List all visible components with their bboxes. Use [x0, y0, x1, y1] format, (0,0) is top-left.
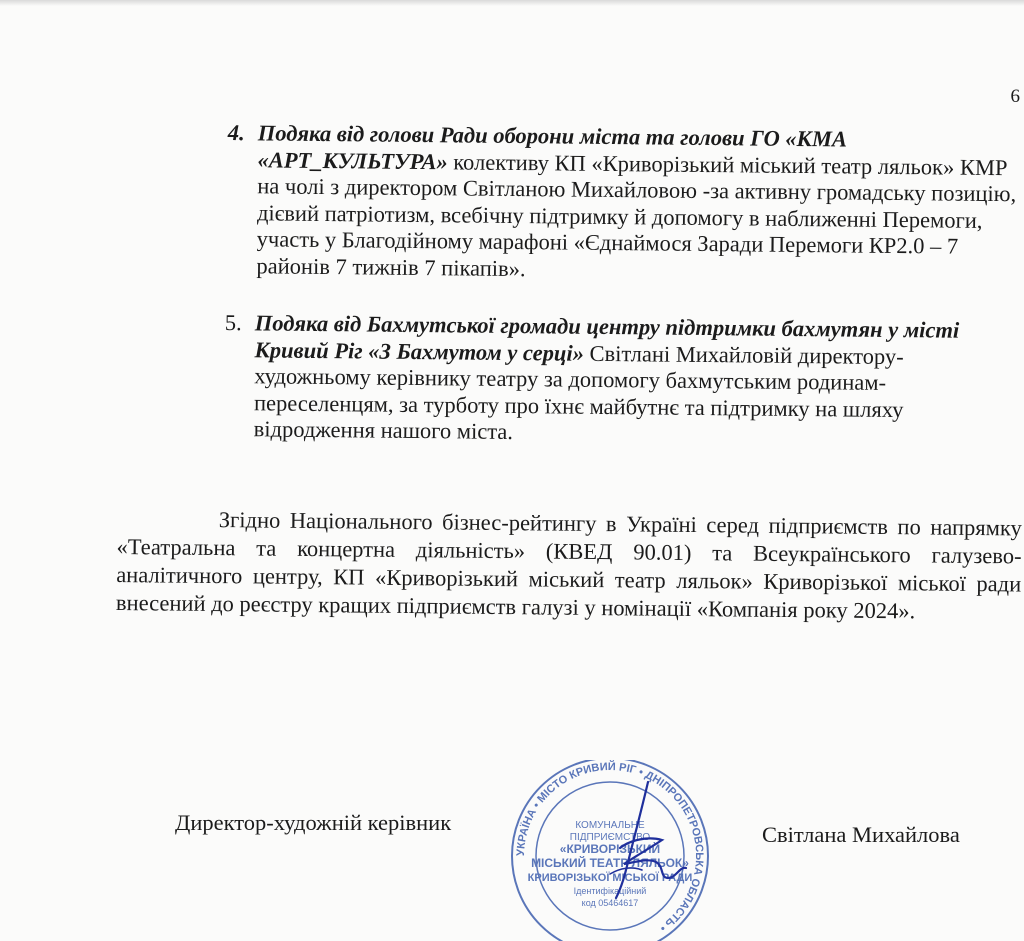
scan-edge [0, 0, 1024, 6]
list-item-4 [226, 120, 1023, 287]
stamp-line: Ідентифікаційний [573, 886, 647, 896]
stamp-line: «КРИВОРІЗЬКИЙ [559, 842, 661, 856]
handwritten-signature [590, 778, 700, 908]
director-title: Директор-художній керівник [175, 810, 452, 835]
item-number: 4. [227, 120, 245, 146]
page-number: 6 [1010, 86, 1020, 107]
signature-block [0, 760, 1024, 941]
stamp-line: КРИВОРІЗЬКОЇ МІСЬКОЇ РАДИ [527, 872, 693, 884]
stamp-line: код 05464617 [581, 898, 639, 908]
item-number: 5. [224, 310, 242, 336]
director-name: Світлана Михайлова [762, 822, 960, 847]
item-body [254, 310, 1015, 450]
rating-paragraph: Згідно Національного бізнес-рейтингу в Україні серед підприємств по напрямку «Театральна та концертна діяльність» (КВЕД 90.01) та Всеукраїнського галузево-аналітичного центру, КП «Криворізький міський театр ляльок» Криворізької міської ради внесений до реєстру кращих підприємств галузі у номінації «Компанія року 2024». [115, 507, 1022, 624]
list-item-5 [224, 310, 1015, 451]
stamp-line: КОМУНАЛЬНЕ [575, 820, 645, 831]
stamp-line: МІСЬКИЙ ТЕАТР ЛЯЛЬОК» [531, 856, 689, 870]
stamp-outer-text: УКРАЇНА • МІСТО КРИВИЙ РІГ • ДНІПРОПЕТРОВСЬКА ОБЛАСТЬ • [514, 760, 706, 934]
item-title: Подяка від Бахмутської громади центру підтримки бахмутян у місті Кривий Ріг «З Бахмутом у серці» [254, 310, 960, 366]
stamp-line: ПІДПРИЄМСТВО [569, 832, 651, 843]
item-text: колективу КП «Криворізький міський театр ляльок» КМР на чолі з директором Світланою Михайловою -за активну громадську позицію, дієвий патріотизм, всебічну підтримку й допомогу в наближенні Перемоги, участь у Благодійному марафоні «Єднаймося Заради Перемоги КР2.0 – 7 районів 7 тижнів 7 пікапів». [256, 148, 1017, 281]
item-text: Світлані Михайловій директору-художньому керівнику театру за допомогу бахмутським родинам-переселенцям, за турботу про їхнє майбутнє та підтримку на шляху відродження нашого міста. [253, 340, 904, 445]
item-body [256, 120, 1023, 287]
item-title: Подяка від голови Ради оборони міста та голови ГО «КМА «АРТ_КУЛЬТУРА» [257, 120, 848, 174]
